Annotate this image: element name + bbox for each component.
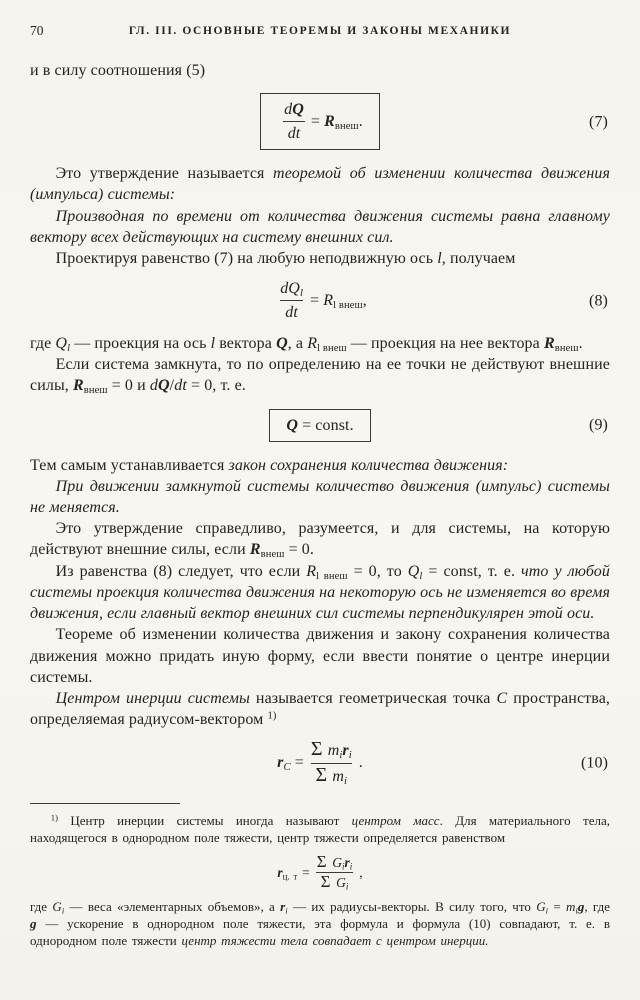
equation-rhs: = $R_{l внеш}$, bbox=[309, 291, 367, 311]
paragraph-theorem-statement: Производная по времени от количества движения системы равна главному вектору всех действующих на систему внешних сил. bbox=[30, 207, 610, 246]
fraction-numerator: $dQ_l$ bbox=[280, 279, 303, 299]
paragraph-theorem-name: Это утверждение называется теоремой об изменении количества движения (импульса) системы: bbox=[30, 165, 610, 204]
equation-body: Q = const. bbox=[286, 416, 354, 434]
equation-number: (8) bbox=[589, 292, 608, 310]
fraction-numerator: Σ $m_ir_i$ bbox=[310, 737, 352, 761]
fraction-numerator: Σ $G_ir_i$ bbox=[316, 851, 353, 872]
equation-9-box bbox=[269, 409, 370, 442]
fraction-dq-dt bbox=[279, 99, 309, 144]
footnote-equation-body bbox=[277, 851, 363, 892]
footnote-paragraph-1: $^{1)}$ Центр инерции системы иногда называют центром масс. Для материального тела, находящегося в однородном поле тяжести, центр тяжести определяется равенством bbox=[30, 812, 610, 845]
fraction-numerator: dQ bbox=[284, 101, 304, 119]
page-header bbox=[30, 22, 610, 44]
equation-7-box bbox=[260, 93, 380, 150]
equation-8-body bbox=[273, 278, 367, 324]
fraction-denominator: dt bbox=[283, 121, 306, 144]
page-number: 70 bbox=[30, 23, 44, 38]
paragraph-where: где $Q_l$ — проекция на ось l вектора Q, а $R_{l внеш}$ — проекция на нее вектора $R_{внеш}$. bbox=[30, 334, 583, 354]
fraction-denominator: Σ $m_i$ bbox=[311, 763, 353, 788]
equation-number: (10) bbox=[580, 754, 608, 772]
page-content bbox=[30, 60, 610, 787]
equation-after: . bbox=[358, 754, 363, 772]
paragraph-new-form: Теореме об изменении количества движения и закону сохранения количества движения можно придать иную форму, если ввести понятие о центре инерции системы. bbox=[30, 626, 610, 686]
paragraph-closed-statement: При движении замкнутой системы количество движения (импульс) системы не меняется. bbox=[30, 477, 610, 516]
equation-after: , bbox=[359, 865, 363, 881]
fraction-dql-dt bbox=[275, 278, 308, 324]
running-head: ГЛ. III. ОСНОВНЫЕ ТЕОРЕМЫ И ЗАКОНЫ МЕХАНИКИ bbox=[128, 25, 512, 37]
fraction-sum-gr bbox=[312, 851, 358, 892]
paragraph-center-of-inertia: Центром инерции системы называется геометрическая точка C пространства, определяемая радиусом-вектором $^{1)}$ bbox=[30, 689, 610, 728]
paragraph-intro: и в силу соотношения (5) bbox=[30, 62, 206, 79]
fraction-sum-mr bbox=[306, 739, 357, 787]
equation-rhs: = $R_{внеш}$. bbox=[310, 112, 363, 132]
paragraph-closed-system: Если система замкнута, то по определению на ее точки не действуют внешние силы, $R_{внеш} = 0$ и dQ/dt = 0, т. е. bbox=[30, 356, 610, 397]
equation-9 bbox=[30, 409, 610, 442]
footnote-separator bbox=[30, 803, 180, 804]
equation-lhs: $r_{ц. т}$ = bbox=[277, 865, 310, 882]
equation-lhs: $r_C$ = bbox=[277, 754, 304, 774]
equation-8 bbox=[30, 278, 610, 324]
footnote bbox=[30, 813, 610, 950]
equation-number: (9) bbox=[589, 416, 608, 434]
paragraph-from-eq8: Из равенства (8) следует, что если $R_{l внеш} = 0$, то $Q_l$ = const, т. е. что у любой системы проекция количества движения на некоторую ось не изменяется во время движения, если главный вектор внешних сил системы перпендикулярен этой оси. bbox=[30, 562, 610, 623]
fraction-denominator: dt bbox=[280, 300, 303, 323]
paragraph-projection: Проектируя равенство (7) на любую неподвижную ось l, получаем bbox=[55, 249, 516, 267]
paragraph-conservation-law: Тем самым устанавливается закон сохранения количества движения: bbox=[30, 456, 509, 474]
fraction-denominator: Σ $G_i$ bbox=[316, 872, 354, 892]
paragraph-valid-also: Это утверждение справедливо, разумеется, и для системы, на которую действуют внешние силы, если $R_{внеш} = 0$. bbox=[30, 520, 610, 561]
equation-10-body bbox=[277, 739, 363, 787]
equation-7 bbox=[30, 93, 610, 150]
footnote-equation bbox=[30, 851, 610, 892]
equation-number: (7) bbox=[589, 113, 608, 131]
equation-10 bbox=[30, 739, 610, 787]
footnote-paragraph-2: где $G_i$ — веса «элементарных объемов», а $r_i$ — их радиусы-векторы. В силу того, что $G_i = m_ig$, где g — ускорение в однородном поле тяжести, эта формула и формула (10) совпадают, т. е. в однородном поле тяжести центр тяжести тела совпадает с центром инерции. bbox=[30, 898, 610, 948]
